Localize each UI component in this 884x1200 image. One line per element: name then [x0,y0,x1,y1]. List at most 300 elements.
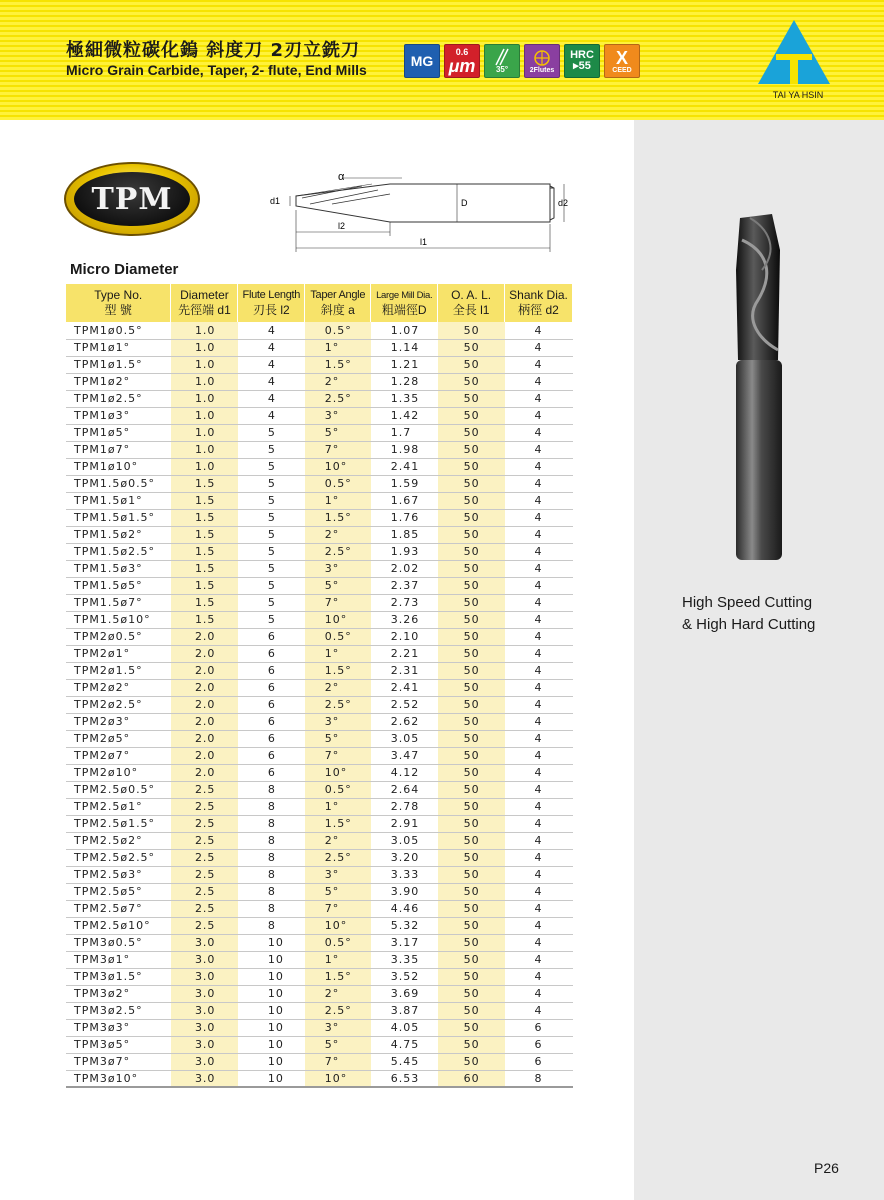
cell-shank-dia: 4 [505,407,573,424]
cell-taper-angle: 7° [305,594,371,611]
cell-shank-dia: 4 [505,747,573,764]
cell-type-no: TPM1.5ø1° [66,492,171,509]
title-chinese: 極細微粒碳化鎢 斜度刀 2刃立銑刀 [66,40,361,61]
cell-large-mill-dia: 3.05 [371,832,438,849]
cell-flute-length: 8 [238,917,305,934]
cell-shank-dia: 4 [505,662,573,679]
cell-diameter: 1.0 [171,322,238,339]
cell-diameter: 1.5 [171,594,238,611]
cell-large-mill-dia: 2.64 [371,781,438,798]
cell-diameter: 1.5 [171,543,238,560]
cell-diameter: 3.0 [171,934,238,951]
spec-table [66,284,573,1088]
cell-flute-length: 10 [238,951,305,968]
cell-taper-angle: 5° [305,730,371,747]
grain-size-badge: 0.6 μm [444,44,480,78]
cell-type-no: TPM1ø3° [66,407,171,424]
cell-large-mill-dia: 2.21 [371,645,438,662]
cell-flute-length: 10 [238,1053,305,1070]
cell-shank-dia: 4 [505,985,573,1002]
cell-type-no: TPM2.5ø5° [66,883,171,900]
cell-taper-angle: 2° [305,526,371,543]
cell-taper-angle: 2° [305,832,371,849]
cell-type-no: TPM1ø1° [66,339,171,356]
cell-taper-angle: 0.5° [305,628,371,645]
feature-caption [682,592,815,636]
cell-type-no: TPM3ø0.5° [66,934,171,951]
end-mill-image [720,210,810,570]
cell-oal: 50 [438,492,505,509]
cell-flute-length: 5 [238,526,305,543]
d-label: D [461,198,468,208]
cell-large-mill-dia: 2.41 [371,679,438,696]
cell-large-mill-dia: 3.69 [371,985,438,1002]
cell-oal: 50 [438,832,505,849]
table-row [66,560,573,577]
cell-taper-angle: 2° [305,373,371,390]
cell-taper-angle: 1° [305,798,371,815]
cell-taper-angle: 10° [305,611,371,628]
cell-oal: 50 [438,509,505,526]
table-row [66,339,573,356]
cell-oal: 50 [438,322,505,339]
cell-taper-angle: 0.5° [305,322,371,339]
table-row [66,458,573,475]
cell-type-no: TPM3ø3° [66,1019,171,1036]
cell-shank-dia: 6 [505,1019,573,1036]
table-row [66,900,573,917]
cell-type-no: TPM3ø1° [66,951,171,968]
cell-taper-angle: 3° [305,866,371,883]
cell-large-mill-dia: 2.73 [371,594,438,611]
cell-flute-length: 5 [238,509,305,526]
cell-flute-length: 5 [238,560,305,577]
table-row [66,577,573,594]
cell-large-mill-dia: 1.7 [371,424,438,441]
cell-type-no: TPM1.5ø2.5° [66,543,171,560]
header-type-no: Type No. 型 號 [66,284,171,322]
cell-oal: 50 [438,611,505,628]
tpm-logo-text: TPM [91,181,173,217]
cell-shank-dia: 4 [505,339,573,356]
cell-shank-dia: 4 [505,679,573,696]
cell-flute-length: 10 [238,1036,305,1053]
cell-oal: 50 [438,1019,505,1036]
cell-shank-dia: 4 [505,764,573,781]
cell-diameter: 2.5 [171,781,238,798]
company-name: TAI YA HSIN [772,90,824,100]
cell-flute-length: 8 [238,798,305,815]
cell-large-mill-dia: 4.12 [371,764,438,781]
cell-diameter: 2.5 [171,900,238,917]
cell-taper-angle: 7° [305,900,371,917]
cell-diameter: 1.5 [171,475,238,492]
table-row [66,407,573,424]
cell-large-mill-dia: 3.05 [371,730,438,747]
cell-shank-dia: 4 [505,968,573,985]
header-flute-length: Flute Length 刃長 l2 [238,284,305,322]
cell-oal: 50 [438,781,505,798]
cell-oal: 50 [438,594,505,611]
helix-icon [492,48,512,66]
cell-shank-dia: 4 [505,832,573,849]
cell-large-mill-dia: 2.78 [371,798,438,815]
cell-diameter: 3.0 [171,1070,238,1087]
cell-flute-length: 5 [238,424,305,441]
cell-large-mill-dia: 3.90 [371,883,438,900]
cell-oal: 50 [438,883,505,900]
cell-oal: 50 [438,424,505,441]
cell-taper-angle: 0.5° [305,934,371,951]
cell-shank-dia: 4 [505,373,573,390]
cell-type-no: TPM3ø7° [66,1053,171,1070]
cell-flute-length: 5 [238,543,305,560]
cell-large-mill-dia: 2.62 [371,713,438,730]
cell-type-no: TPM1.5ø1.5° [66,509,171,526]
cell-large-mill-dia: 2.41 [371,458,438,475]
cell-shank-dia: 4 [505,390,573,407]
table-row [66,968,573,985]
table-row [66,1036,573,1053]
cell-shank-dia: 4 [505,781,573,798]
table-row [66,781,573,798]
cell-oal: 50 [438,968,505,985]
cell-taper-angle: 10° [305,458,371,475]
table-row [66,594,573,611]
company-logo-icon [756,18,832,86]
cell-type-no: TPM1ø0.5° [66,322,171,339]
cell-taper-angle: 1.5° [305,356,371,373]
header-oal: O. A. L. 全長 l1 [438,284,505,322]
cell-oal: 60 [438,1070,505,1087]
cell-shank-dia: 4 [505,1002,573,1019]
cell-shank-dia: 4 [505,322,573,339]
cell-flute-length: 8 [238,883,305,900]
cell-diameter: 2.0 [171,696,238,713]
cell-large-mill-dia: 3.35 [371,951,438,968]
cell-taper-angle: 1.5° [305,968,371,985]
cell-type-no: TPM2ø1.5° [66,662,171,679]
cell-flute-length: 10 [238,1002,305,1019]
cell-taper-angle: 10° [305,764,371,781]
table-row [66,747,573,764]
cell-taper-angle: 7° [305,1053,371,1070]
side-panel [634,120,884,1200]
cell-large-mill-dia: 4.75 [371,1036,438,1053]
cell-taper-angle: 1° [305,492,371,509]
cell-oal: 50 [438,696,505,713]
cell-diameter: 2.0 [171,645,238,662]
cell-large-mill-dia: 2.37 [371,577,438,594]
alpha-label: α [338,171,345,183]
cell-taper-angle: 2.5° [305,849,371,866]
cell-flute-length: 6 [238,662,305,679]
cell-diameter: 1.0 [171,458,238,475]
header-diameter: Diameter 先徑端 d1 [171,284,238,322]
cell-flute-length: 4 [238,390,305,407]
cell-shank-dia: 4 [505,475,573,492]
cell-large-mill-dia: 2.31 [371,662,438,679]
table-row [66,934,573,951]
tpm-logo [64,162,200,236]
mg-badge: MG [404,44,440,78]
cell-type-no: TPM1.5ø7° [66,594,171,611]
cell-taper-angle: 1° [305,339,371,356]
table-row [66,662,573,679]
cell-large-mill-dia: 3.33 [371,866,438,883]
header-taper-angle: Taper Angle 斜度 a [305,284,371,322]
cell-diameter: 2.0 [171,628,238,645]
cell-flute-length: 10 [238,934,305,951]
caption-line-2: & High Hard Cutting [682,616,816,633]
cell-oal: 50 [438,577,505,594]
cell-oal: 50 [438,985,505,1002]
cell-taper-angle: 2.5° [305,1002,371,1019]
cell-oal: 50 [438,815,505,832]
table-row [66,424,573,441]
cell-type-no: TPM2.5ø7° [66,900,171,917]
cell-oal: 50 [438,526,505,543]
cell-type-no: TPM2.5ø2.5° [66,849,171,866]
cell-shank-dia: 4 [505,730,573,747]
cell-flute-length: 4 [238,373,305,390]
cell-large-mill-dia: 5.32 [371,917,438,934]
cell-taper-angle: 1° [305,951,371,968]
cell-taper-angle: 2.5° [305,543,371,560]
table-row [66,356,573,373]
cell-flute-length: 8 [238,781,305,798]
table-row [66,509,573,526]
cell-flute-length: 10 [238,968,305,985]
d1-label: d1 [270,196,281,206]
cell-shank-dia: 4 [505,917,573,934]
cell-diameter: 1.5 [171,560,238,577]
flutes-icon [532,49,552,67]
cell-large-mill-dia: 1.67 [371,492,438,509]
cell-large-mill-dia: 3.20 [371,849,438,866]
cell-oal: 50 [438,951,505,968]
cell-shank-dia: 4 [505,866,573,883]
cell-diameter: 3.0 [171,1053,238,1070]
cell-shank-dia: 6 [505,1036,573,1053]
table-row [66,917,573,934]
cell-taper-angle: 7° [305,747,371,764]
cell-taper-angle: 1° [305,645,371,662]
cell-shank-dia: 4 [505,577,573,594]
cell-type-no: TPM1.5ø0.5° [66,475,171,492]
cell-diameter: 2.0 [171,747,238,764]
cell-type-no: TPM3ø2.5° [66,1002,171,1019]
cell-large-mill-dia: 1.93 [371,543,438,560]
table-row [66,611,573,628]
cell-flute-length: 8 [238,832,305,849]
cell-diameter: 2.5 [171,849,238,866]
cell-diameter: 1.0 [171,390,238,407]
cell-diameter: 1.0 [171,373,238,390]
table-row [66,1070,573,1087]
cell-diameter: 1.5 [171,577,238,594]
cell-taper-angle: 5° [305,1036,371,1053]
cell-flute-length: 5 [238,458,305,475]
cell-oal: 50 [438,764,505,781]
cell-shank-dia: 4 [505,526,573,543]
cell-type-no: TPM1.5ø2° [66,526,171,543]
cell-type-no: TPM2ø5° [66,730,171,747]
cell-flute-length: 8 [238,900,305,917]
l2-label: l2 [338,221,346,231]
cell-diameter: 2.0 [171,662,238,679]
table-row [66,492,573,509]
cell-type-no: TPM2ø2° [66,679,171,696]
cell-large-mill-dia: 1.59 [371,475,438,492]
cell-type-no: TPM2.5ø0.5° [66,781,171,798]
cell-type-no: TPM2ø3° [66,713,171,730]
cell-oal: 50 [438,441,505,458]
table-row [66,713,573,730]
cell-type-no: TPM2.5ø10° [66,917,171,934]
cell-flute-length: 8 [238,866,305,883]
cell-oal: 50 [438,628,505,645]
cell-taper-angle: 3° [305,1019,371,1036]
cell-oal: 50 [438,1036,505,1053]
cell-oal: 50 [438,866,505,883]
cell-type-no: TPM2ø1° [66,645,171,662]
table-row [66,390,573,407]
cell-oal: 50 [438,713,505,730]
cell-diameter: 1.0 [171,339,238,356]
cell-taper-angle: 2° [305,985,371,1002]
cell-oal: 50 [438,1002,505,1019]
cell-diameter: 3.0 [171,1019,238,1036]
cell-large-mill-dia: 1.35 [371,390,438,407]
cell-type-no: TPM2.5ø3° [66,866,171,883]
cell-taper-angle: 0.5° [305,781,371,798]
cell-large-mill-dia: 1.28 [371,373,438,390]
cell-shank-dia: 4 [505,611,573,628]
table-row [66,849,573,866]
cell-taper-angle: 10° [305,917,371,934]
table-row [66,1002,573,1019]
cell-flute-length: 10 [238,1070,305,1087]
cell-flute-length: 4 [238,322,305,339]
cell-diameter: 3.0 [171,1002,238,1019]
cell-large-mill-dia: 4.46 [371,900,438,917]
header-shank-dia: Shank Dia. 柄徑 d2 [505,284,573,322]
cell-diameter: 1.5 [171,611,238,628]
caption-line-1: High Speed Cutting [682,594,813,611]
cell-flute-length: 10 [238,985,305,1002]
cell-shank-dia: 4 [505,951,573,968]
cell-type-no: TPM1ø5° [66,424,171,441]
cell-flute-length: 5 [238,475,305,492]
d2-label: d2 [558,198,569,208]
cell-large-mill-dia: 5.45 [371,1053,438,1070]
cell-taper-angle: 3° [305,407,371,424]
cell-large-mill-dia: 2.52 [371,696,438,713]
cell-flute-length: 6 [238,679,305,696]
title-english: Micro Grain Carbide, Taper, 2- flute, End Mills [66,62,367,78]
cell-taper-angle: 3° [305,560,371,577]
cell-large-mill-dia: 6.53 [371,1070,438,1087]
table-row [66,815,573,832]
cell-taper-angle: 5° [305,883,371,900]
cell-type-no: TPM1.5ø10° [66,611,171,628]
cell-diameter: 3.0 [171,1036,238,1053]
cell-taper-angle: 1.5° [305,509,371,526]
cell-oal: 50 [438,475,505,492]
cell-flute-length: 4 [238,356,305,373]
cell-taper-angle: 10° [305,1070,371,1087]
cell-diameter: 1.5 [171,509,238,526]
ceed-badge: X CEED [604,44,640,78]
cell-diameter: 1.0 [171,356,238,373]
cell-oal: 50 [438,560,505,577]
table-row [66,883,573,900]
cell-oal: 50 [438,543,505,560]
cell-type-no: TPM2.5ø1.5° [66,815,171,832]
cell-large-mill-dia: 2.91 [371,815,438,832]
l1-label: l1 [420,237,428,247]
cell-large-mill-dia: 4.05 [371,1019,438,1036]
table-row [66,543,573,560]
cell-shank-dia: 4 [505,713,573,730]
cell-type-no: TPM1ø7° [66,441,171,458]
cell-diameter: 2.0 [171,764,238,781]
cell-shank-dia: 4 [505,696,573,713]
cell-shank-dia: 4 [505,560,573,577]
cell-oal: 50 [438,407,505,424]
cell-type-no: TPM1.5ø5° [66,577,171,594]
tool-diagram [262,166,582,256]
table-row [66,866,573,883]
cell-type-no: TPM1ø2.5° [66,390,171,407]
cell-oal: 50 [438,934,505,951]
cell-flute-length: 6 [238,645,305,662]
table-row [66,951,573,968]
page-number: P26 [814,1160,839,1176]
cell-large-mill-dia: 3.26 [371,611,438,628]
table-row [66,1053,573,1070]
cell-taper-angle: 7° [305,441,371,458]
cell-large-mill-dia: 3.52 [371,968,438,985]
cell-oal: 50 [438,356,505,373]
cell-shank-dia: 4 [505,594,573,611]
table-header-row [66,284,573,322]
table-row [66,373,573,390]
cell-diameter: 1.5 [171,492,238,509]
cell-taper-angle: 2.5° [305,390,371,407]
two-flutes-badge: 2Flutes [524,44,560,78]
table-row [66,441,573,458]
feature-badges [404,44,640,80]
table-row [66,696,573,713]
table-row [66,645,573,662]
cell-large-mill-dia: 1.98 [371,441,438,458]
cell-type-no: TPM3ø1.5° [66,968,171,985]
cell-flute-length: 5 [238,611,305,628]
cell-taper-angle: 3° [305,713,371,730]
header-large-mill-dia: Large Mill Dia. 粗端徑D [371,284,438,322]
cell-large-mill-dia: 2.02 [371,560,438,577]
cell-flute-length: 6 [238,747,305,764]
cell-diameter: 2.5 [171,798,238,815]
cell-flute-length: 6 [238,696,305,713]
cell-oal: 50 [438,900,505,917]
cell-diameter: 1.0 [171,407,238,424]
cell-shank-dia: 4 [505,441,573,458]
cell-flute-length: 5 [238,492,305,509]
cell-flute-length: 10 [238,1019,305,1036]
